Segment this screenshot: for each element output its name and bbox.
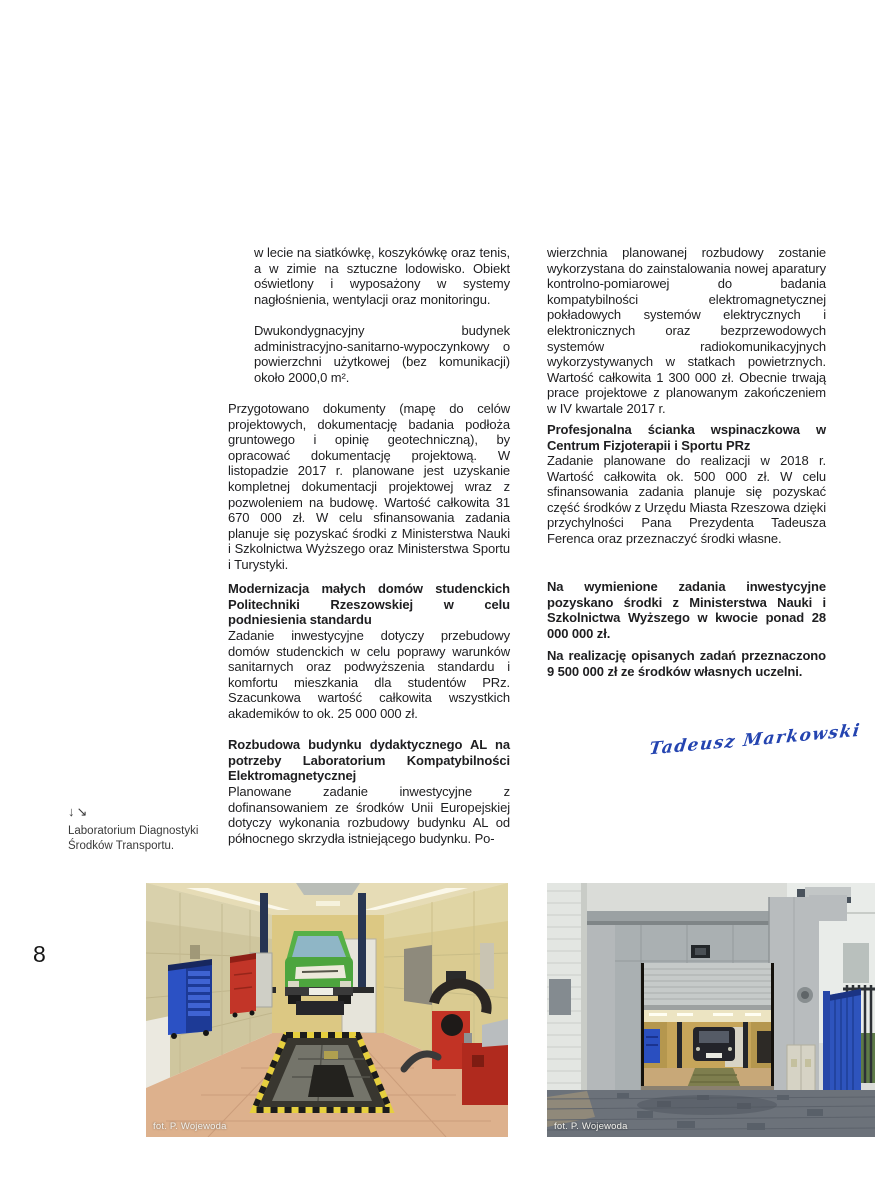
paragraph-al-building-continued: wierzchnia planowanej rozbudowy zostanie wykorzystana do zainstalowania nowej aparatury kontrolno-pomiarowej do badania kompatybilności elektromagnetycznej pokładowych systemów elektrycznych i elektronicznych oraz bezprzewodowych systemów radiokomunikacyjnych wykorzystywanych w statkach powietrznych. Wartość całkowita 1 300 000 zł. Obecnie trwają prace projektowe z planowanym zakończeniem w IV kwartale 2017 r. (547, 245, 826, 416)
garage-opening (641, 963, 774, 1090)
photo-lab-exterior (547, 883, 875, 1137)
paragraph-sports-hall: w lecie na siatkówkę, koszykówkę oraz tenis, a w zimie na sztuczne lodowisko. Obiekt oświetlony i wyposażony w systemy nagłośnienia, wentylacji oraz monitoringu. (254, 245, 510, 307)
photo-credit: fot. P. Wojewoda (554, 1121, 628, 1132)
paragraph-climbing-wall: Zadanie planowane do realizacji w 2018 r. Wartość całkowita ok. 500 000 zł. W celu sfinansowania zadania planuje się pozyskać część środków z Urzędu Miasta Rzeszowa dzięki przychylności Pana Prezydenta Tadeusza Ferenca oraz przeznaczyć środki własne. (547, 453, 826, 546)
heading-al-building: Rozbudowa budynku dydaktycznego AL na potrzeby Laboratorium Kompatybilności Elektromagnetycznej (228, 737, 510, 784)
garage-door (644, 963, 771, 1010)
photo-caption (68, 804, 218, 855)
green-car (285, 931, 353, 1015)
photo-lab-interior (146, 883, 508, 1137)
photo-pointer-arrows-icon: ↓↘ (68, 804, 90, 819)
lab-exterior-illustration (547, 883, 875, 1137)
signature-text: Tadeusz Markowski (648, 720, 863, 759)
paragraph-al-building: Planowane zadanie inwestycyjne z dofinansowaniem ze środków Unii Europejskiej dotyczy wykonania rozbudowy budynku AL od północnego skrzydła istniejącego budynku. Po- (228, 784, 510, 846)
photo-caption-line-1: Laboratorium Diagnostyki (68, 824, 199, 837)
photo-credit: fot. P. Wojewoda (153, 1121, 227, 1132)
utility-boxes (787, 1045, 815, 1091)
paragraph-documentation: Przygotowano dokumenty (mapę do celów projektowych, dokumentację badania podłoża gruntowego i opinię geotechniczną), by opracować dokumentację projektową. W listopadzie 2017 r. planowane jest uzyskanie kompletnej dokumentacji projektowej wraz z pozwoleniem na budowę. Wartość całkowita 31 670 000 zł. W celu sfinansowania zadania planuje się pozyskać środki z Ministerstwa Nauki i Szkolnictwa Wyższego oraz Ministerstwa Sportu i Turystyki. (228, 401, 510, 572)
paragraph-dorm-modernization: Zadanie inwestycyjne dotyczy przebudowy domów studenckich w celu poprawy warunków sanitarnych oraz podwyższenia standardu i komfortu mieszkania dla studentów PRz. Szacunkowa wartość całkowita wszystkich akademików to ok. 25 000 000 zł. (228, 628, 510, 721)
heading-dorm-modernization: Modernizacja małych domów studenckich Politechniki Rzeszowskiej w celu podniesienia standardu (228, 581, 510, 628)
signature (648, 712, 863, 767)
car-in-garage (693, 1027, 735, 1061)
blue-gate (823, 989, 861, 1107)
page-number: 8 (33, 941, 46, 967)
garage-interior (644, 1010, 771, 1090)
note-ministry-funding: Na wymienione zadania inwestycyjne pozyskano środki z Ministerstwa Nauki i Szkolnictwa Wyższego w kwocie ponad 28 000 000 zł. (547, 579, 826, 641)
blue-tool-cabinet (168, 959, 212, 1039)
neighboring-building (547, 883, 587, 1097)
heading-climbing-wall: Profesjonalna ścianka wspinaczkowa w Centrum Fizjoterapii i Sportu PRz (547, 422, 826, 453)
lab-interior-illustration (146, 883, 508, 1137)
paragraph-admin-building: Dwukondygnacyjny budynek administracyjno-sanitarno-wypoczynkowy o powierzchni użytkowej (bez komunikacji) około 2000,0 m². (254, 323, 510, 385)
note-own-funding: Na realizację opisanych zadań przeznaczono 9 500 000 zł ze środków własnych uczelni. (547, 648, 826, 679)
photo-caption-line-2: Środków Transportu. (68, 840, 175, 852)
